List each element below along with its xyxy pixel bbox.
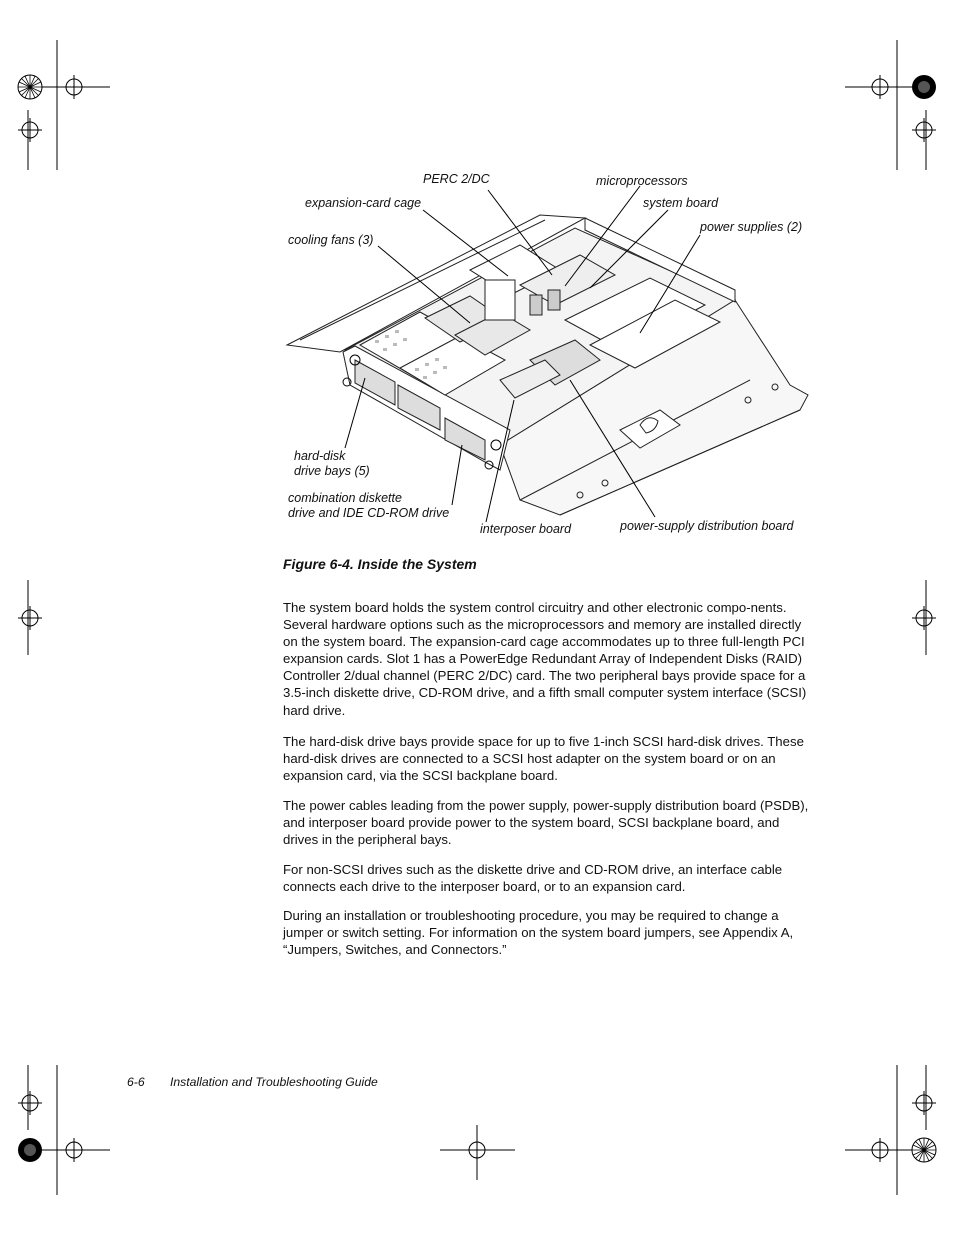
- paragraph-jumper-settings: [283, 907, 815, 958]
- page-number: 6-6: [127, 1075, 145, 1089]
- system-interior-illustration: [0, 0, 954, 560]
- paragraph-hard-disk-bays: [283, 733, 815, 784]
- paragraph-text: The hard-disk drive bays provide space for up to five 1-inch SCSI hard-disk drives. These hard-disk drives are connected to a SCSI host adapter on the system board or on an expansion card, via the SCSI backplane board.: [283, 734, 804, 784]
- paragraph-text: The system board holds the system control circuitry and other electronic compo-nents. Several hardware options such as the microprocessors and memory are installed directly on the system board. The expansion-card cage accommodates up to three full-length PCI expansion cards. Slot 1 has a PowerEdge Redundant Array of Independent Disks (RAID) Controller 2/dual channel (PERC 2/DC) card. The two peripheral bays provide space for a 3.5-inch diskette drive, CD-ROM drive, and a fifth small computer system interface (SCSI) hard drive.: [283, 600, 807, 718]
- callout-interposer-board: interposer board: [480, 522, 572, 536]
- callout-power-supplies: power supplies (2): [700, 220, 803, 234]
- callout-combo-drive-line1: combination diskette: [288, 491, 402, 505]
- callout-combo-drive-line2: drive and IDE CD-ROM drive: [288, 506, 450, 520]
- callout-psdb: power-supply distribution board: [620, 519, 794, 533]
- callout-perc: PERC 2/DC: [423, 172, 490, 186]
- callout-hard-disk-line1: hard-disk: [294, 449, 346, 463]
- paragraph-text: During an installation or troubleshooting procedure, you may be required to change a jumper or switch setting. For information on the system board jumpers, see Appendix A, “Jumpers, Switches, and Connectors.”: [283, 908, 794, 958]
- paragraph-non-scsi-drives: [283, 861, 815, 895]
- callout-system-board: system board: [643, 196, 719, 210]
- callout-cooling-fans: cooling fans (3): [288, 233, 374, 247]
- callout-expansion-card-cage: expansion-card cage: [305, 196, 422, 210]
- paragraph-system-board: [283, 599, 815, 719]
- paragraph-power-cables: [283, 797, 815, 848]
- callout-microprocessors: microprocessors: [596, 174, 688, 188]
- callout-hard-disk-line2: drive bays (5): [294, 464, 370, 478]
- figure-caption: Figure 6-4. Inside the System: [283, 556, 477, 572]
- footer-title: Installation and Troubleshooting Guide: [170, 1075, 378, 1089]
- paragraph-text: The power cables leading from the power supply, power-supply distribution board (PSDB), and interposer board provide power to the system board, SCSI backplane board, and drives in the peripheral bays.: [283, 798, 809, 848]
- paragraph-text: For non-SCSI drives such as the diskette drive and CD-ROM drive, an interface cable connects each drive to the interposer board, or to an expansion card.: [283, 862, 783, 895]
